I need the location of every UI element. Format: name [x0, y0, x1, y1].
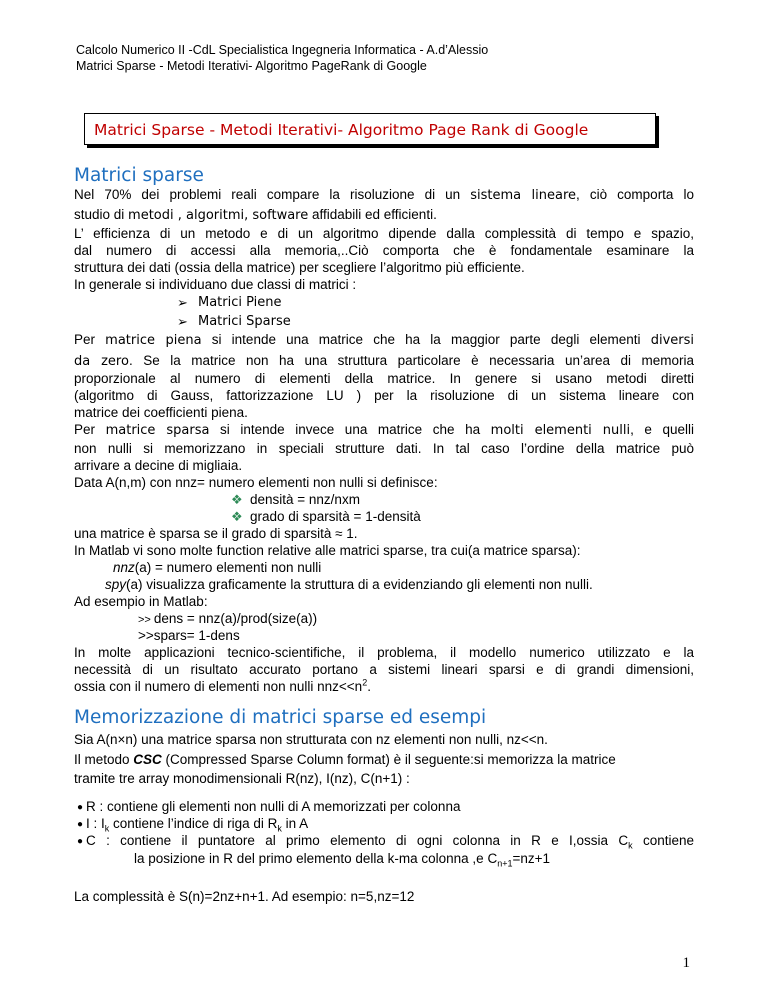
paragraph-line: matrice dei coefficienti piena.	[74, 405, 248, 420]
paragraph-line: da zero. Se la matrice non ha una struttura particolare è necessaria un’area di memoria	[74, 353, 695, 369]
csc-array-i: I : $I_k$ contiene l’indice di riga di $R_k$ in A	[86, 816, 309, 834]
paragraph-line: L’ efficienza di un metodo e di un algoritmo dipende dalla complessità di tempo e spazio,	[74, 226, 694, 241]
paragraph-line: una matrice è sparsa se il grado di sparsità ≈ 1.	[74, 526, 358, 541]
paragraph-line: non nulli si memorizzano in speciali strutture dati. In tal caso l’ordine della matrice può	[74, 441, 694, 456]
diamond-bullet-icon: ❖	[231, 509, 243, 524]
section-heading-sparse-matrices: Matrici sparse	[74, 165, 204, 186]
paragraph-line: In Matlab vi sono molte function relative alle matrici sparse, tra cui(a matrice sparsa):	[74, 543, 581, 558]
arrow-bullet-icon: ➢	[177, 314, 188, 329]
paragraph-line: In generale si individuano due classi di matrici :	[74, 277, 357, 292]
paragraph-line: La complessità è S(n)=2nz+n+1. Ad esempio: n=5,nz=12	[74, 889, 415, 904]
arrow-bullet-icon: ➢	[177, 295, 188, 310]
header-line-2: Matrici Sparse - Metodi Iterativi- Algoritmo PageRank di Google	[76, 59, 427, 73]
paragraph-line: Ad esempio in Matlab:	[74, 594, 208, 609]
section-heading-storage: Memorizzazione di matrici sparse ed esempi	[74, 707, 487, 728]
csc-array-c: C : contiene il puntatore al primo elemento di ogni colonna in R e I,ossia $C_k$ contiene	[86, 833, 694, 851]
paragraph-line: proporzionale al numero di elementi della matrice. In genere si usano metodi diretti	[74, 371, 694, 386]
paragraph-line: tramite tre array monodimensionali R(nz), I(nz), C(n+1) :	[74, 771, 410, 786]
csc-array-r: R : contiene gli elementi non nulli di A memorizzati per colonna	[86, 799, 461, 814]
matlab-function-nnz: nnz(a) = numero elementi non nulli	[113, 560, 322, 575]
paragraph-line: arrivare a decine di migliaia.	[74, 458, 243, 473]
paragraph-line: Per matrice piena si intende una matrice che ha la maggior parte degli elementi diversi	[74, 332, 694, 348]
matlab-code-line: >>spars= 1-dens	[138, 628, 240, 643]
paragraph-line: ossia con il numero di elementi non nulli $nnz<<n^2$.	[74, 677, 371, 694]
header-line-1: Calcolo Numerico II -CdL Specialistica Ingegneria Informatica - A.d’Alessio	[76, 43, 489, 57]
csc-array-c-continued: la posizione in R del primo elemento della k-ma colonna ,e $C_{n+1}=nz+1$	[134, 851, 551, 869]
dot-bullet-icon: ●	[77, 836, 84, 847]
definition-density: densità = nnz/nxm	[250, 492, 360, 507]
paragraph-line: Il metodo CSC (Compressed Sparse Column format) è il seguente:si memorizza la matrice	[74, 752, 616, 767]
paragraph-line: Per matrice sparsa si intende invece una matrice che ha molti elementi nulli, e quelli	[74, 422, 694, 438]
matlab-code-line: >> dens = nnz(a)/prod(size(a))	[138, 611, 318, 626]
definition-sparsity: grado di sparsità = 1-densità	[250, 509, 421, 524]
paragraph-line: dal numero di accessi alla memoria,..Ciò comporta che è fondamentale esaminare la	[74, 243, 694, 258]
paragraph-line: struttura dei dati (ossia della matrice) per scegliere l’algoritmo più efficiente.	[74, 260, 525, 275]
paragraph-line: (algoritmo di Gauss, fattorizzazione LU ) per la risoluzione di un sistema lineare con	[74, 388, 694, 403]
paragraph-line: Nel 70% dei problemi reali compare la risoluzione di un sistema lineare, ciò comporta lo	[74, 187, 695, 203]
matrix-class-full: Matrici Piene	[198, 295, 282, 310]
diamond-bullet-icon: ❖	[231, 492, 243, 507]
paragraph-line: In molte applicazioni tecnico-scientifiche, il problema, il modello numerico utilizzato e la	[74, 645, 694, 660]
matlab-function-spy: spy(a) visualizza graficamente la struttura di a evidenziando gli elementi non nulli.	[105, 577, 593, 592]
paragraph-line: Data A(n,m) con nnz= numero elementi non nulli si definisce:	[74, 475, 438, 490]
paragraph-line: necessità di un risultato accurato portano a sistemi lineari sparsi e di grandi dimensioni,	[74, 662, 694, 677]
document-title: Matrici Sparse - Metodi Iterativi- Algoritmo Page Rank di Google	[84, 113, 656, 145]
matrix-class-sparse: Matrici Sparse	[198, 314, 291, 329]
paragraph-line: Sia A(n×n) una matrice sparsa non strutturata con nz elementi non nulli, nz<<n.	[74, 732, 548, 747]
page-number: 1	[682, 955, 690, 971]
paragraph-line: studio di metodi , algoritmi, software affidabili ed efficienti.	[74, 207, 437, 223]
dot-bullet-icon: ●	[77, 819, 84, 830]
dot-bullet-icon: ●	[77, 802, 84, 813]
